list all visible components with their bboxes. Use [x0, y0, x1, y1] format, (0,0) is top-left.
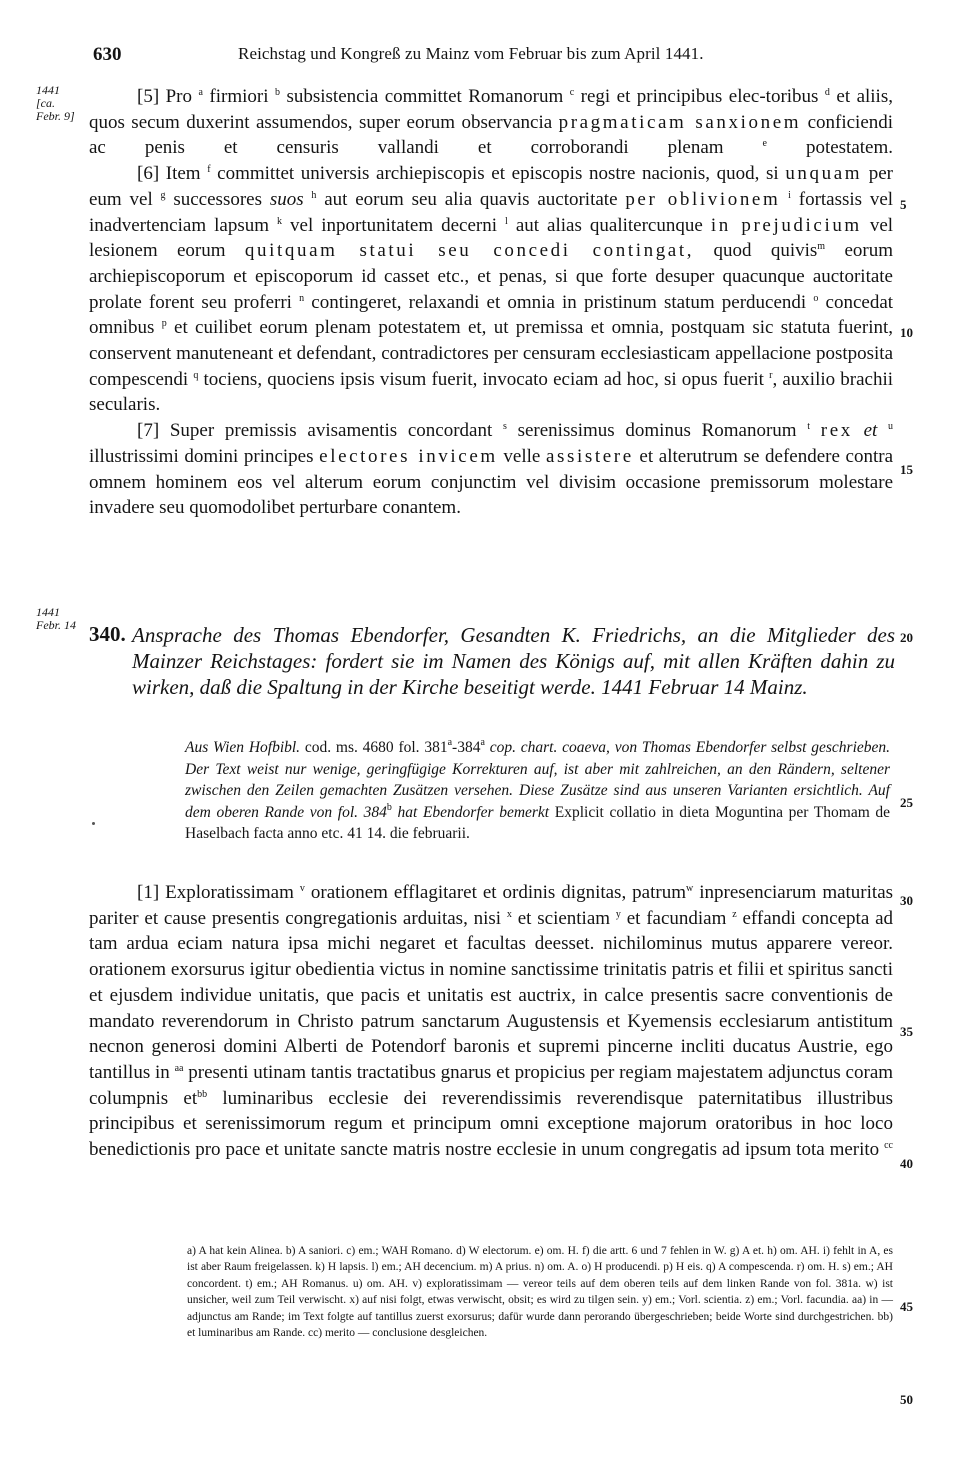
edition-text-upper: [89, 84, 893, 521]
line-number: 35: [900, 1024, 913, 1039]
footnotes: a) A hat kein Alinea. b) A saniori. c) em.; WAH Romano. d) W electorum. e) om. H. f) die artt. 6 und 7 fehlen in W. g) A et. h) om. AH. i) fehlt in A, es ist aber Raum freigelassen. k) H lapsis. l) em.; AH decencium. m) A prius. n) om. A. o) H producendi. p) H eis. q) A compescenda. r) om. H. s) em.; AH concordent. t) em.; AH Romanus. u) om. AH. v) exploratissimam — vereor teils auf dem oberen teils auf dem linken Rande von fol. 381a. w) ist unsicher, weil zum Teil verwischt. x) auf nisi folgt, etwas verwischt, obsit; es wird zu tilgen sein. y) em.; Vorl. scientia. z) em.; Vorl. facundia. aa) in — adjunctus am Rande; im Text folgte auf tantillus zuerst exorsurus; dafür wurde dann perorando übergeschrieben; beide Worte sind durchgestrichen. bb) et luminaribus am Rande. cc) merito — conclusione desgleichen.: [187, 1245, 893, 1340]
paragraph-7: [7] Super premissis avisamentis concordant $^s$ serenissimus dominus Romanorum $^t$ rex et $^u$ illustrissimi domini principes electores invicem velle assistere et alterutrum se defendere contra omnem hominem eos vel alterum eorum conjunctim vel divisim occasione premissorum molestare invadere seu quomodolibet perturbare conantem.: [89, 420, 894, 519]
line-number: 45: [900, 1299, 913, 1314]
page-number: 630: [93, 44, 122, 65]
document-title: Ansprache des Thomas Ebendorfer, Gesandten K. Friedrichs, an die Mitglieder des Mainzer Reichstages: fordert sie im Namen des Königs auf, mit allen Kräften dahin zu wirken, daß die Spaltung in der Kirche beseitigt werde. 1441 Februar 14 Mainz.: [132, 623, 895, 699]
page-speck: [92, 822, 95, 825]
line-number: 5: [900, 197, 907, 212]
line-number: 20: [900, 630, 913, 645]
document-number: 340.: [89, 622, 126, 646]
paragraph-6: [6] Item $^f$ committet universis archiepiscopis et episcopis nostre nacionis, quod, si unquam per eum vel $^g$ successores suos $^h$ aut eorum seu alia quavis auctoritate per oblivionem $^i$ fortassis vel inadvertenciam lapsum $^k$ vel inportunitatem decerni $^l$ aut alias qualitercunque in prejudicium vel lesionem eorum quitquam statui seu concedi contingat, quod quivis$^m$ eorum archiepiscoporum et episcoporum id casset etc., et penas, si que forte desuper quacunque auctoritate prolate forent seu proferri $^n$ contingeret, relaxandi et omnia in pristinum statum perducendi $^o$ concedat omnibus $^p$ et cuilibet eorum plenam potestatem et, ut premissa et omnia, postquam sic statuta fuerint, conservent manuteneant et defendant, contradictores per censuram ecclesiasticam appellacione postposita compescendi $^q$ tociens, quociens ipsis visum fuerit, invocato eciam ad hoc, si opus fuerit $^r$, auxilio brachii secularis.: [89, 163, 894, 416]
paragraph-5: [5] Pro $^a$ firmiori $^b$ subsistencia committet Romanorum $^c$ regi et principibus elec-toribus $^d$ et aliis, quos secum duxerint assumendos, super eorum observancia pragmaticam sanxionem conficiendi ac penis et censuris vallandi et corroborandi plenam $^e$ potestatem.: [89, 86, 894, 159]
page-header: [0, 44, 960, 74]
paragraph-1: [1] Exploratissimam $^v$ orationem efflagitaret et ordinis dignitas, patrum$^w$ inpresenciarum maturitas pariter et cause presentis congregationis arduitas, nisi $^x$ et scientiam $^y$ et facundiam $^z$ effandi concepta ad tam ardua eciam natura ipsa michi negaret et facultas deesset. nichilominus mutus apparere vereor. orationem exorsurus igitur obedientia victus in nomine sanctissime trinitatis patris et filii et spiritus sancti et ejusdem individue unitatis, que pacis et unitatis est auctrix, in calce presentis sacre conventionis de mandato reverendorum in Christo patrum sanctarum Augustensis et Kyemensis ecclesiarum antistitum necnon generosi domini Alberti de Potendorf baronis et supremi pincerne incliti ducatus Austrie, ego tantillus in $^{aa}$ presenti utinam tantis tractatibus gnarus et propicius per regiam majestatem adjunctus coram columpnis $et^{bb}$ luminaribus ecclesie dei reverendissimis reverendisque paternitatibus illustribus principibus et serenissimorum regum et principum omni exceptione majorum oratoribus in hoc loco benedictionis pro pace et unitate sancte matris nostre ecclesie in unum congregatis ad ipsum tota merito $^{cc}$: [89, 882, 894, 1161]
margin-date-note: 1441 Febr. 14: [36, 605, 76, 632]
margin-date-note: 1441 [ca. Febr. 9]: [36, 83, 75, 123]
edition-text-lower: [89, 880, 893, 1163]
source-note: Aus Wien Hofbibl. cod. ms. 4680 fol. 381$^a$-384$^a$ cop. chart. coaeva, von Thomas Ebendorfer selbst geschrieben. Der Text weist nur wenige, geringfügige Korrekturen auf, ist aber mit zahlreichen, an den Rändern, seltener zwischen den Zeilen gemachten Zusätzen versehen. Diese Zusätze sind aus unseren Varianten ersichtlich. Auf dem oberen Rande von fol. 384$^b$ hat Ebendorfer bemerkt Explicit collatio in dieta Moguntina per Thomam de Haselbach facta anno etc. 41 14. die februarii.: [185, 737, 891, 842]
line-number: 15: [900, 462, 913, 477]
line-number: 50: [900, 1392, 913, 1407]
line-number: 10: [900, 325, 913, 340]
line-number: 40: [900, 1156, 913, 1171]
running-head: Reichstag und Kongreß zu Mainz vom Februar bis zum April 1441.: [238, 44, 704, 63]
line-number: 30: [900, 893, 913, 908]
line-number: 25: [900, 795, 913, 810]
